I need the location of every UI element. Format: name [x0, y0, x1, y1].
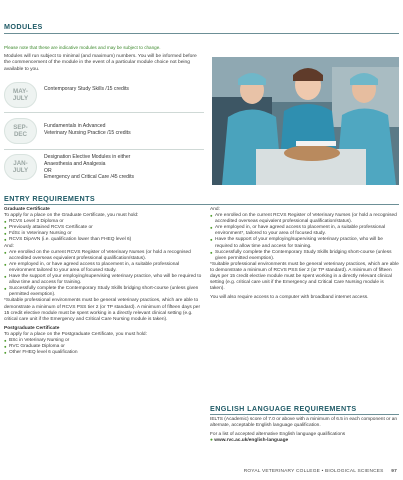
module-text: Designation Elective Modules in either Anaesthesia and Analgesia OR Emergency and Critical Care /45 credits — [44, 154, 135, 181]
broadband-note: You will also require access to a computer with broadband internet access. — [210, 295, 369, 301]
pg-cert-intro: To apply for a place on the Postgraduate Certificate, you must hold: — [4, 331, 147, 337]
modules-intro: Modules will run subject to minimal (and maximum) numbers. You will be informed before the commencement of the module in the event of a particular module choice not being available to you. — [4, 54, 197, 72]
modules-note: Please note that these are indicative modules and may be subject to change. — [4, 45, 161, 50]
language-list-text: For a list of accepted alternative English language qualifications — [210, 432, 346, 438]
arrow-icon: ● — [210, 438, 213, 444]
language-link[interactable]: www.rvc.ac.uk/english-language — [214, 438, 289, 444]
grad-cert-intro: To apply for a place on the Graduate Certificate, you must hold: — [4, 213, 139, 219]
grad-cert-footnote: *Suitable professional environments must be general veterinary practices, which are able to demonstrate a minimum of RCVS PSS tier 2 (or TP standard). A minimum of fifteen days per 15 credit elective module must be spent working in a directly relevant clinical setting (e.g. critical care unit if the Emergency and Critical Care Nursing module is taken). — [4, 298, 201, 322]
module-divider — [4, 112, 204, 113]
entry-left-column — [4, 207, 202, 356]
modules-rule — [4, 33, 399, 34]
list-item: ● Have the support of your employing/supervising veterinary practice, who will be required to allow time and access for training. — [4, 274, 202, 286]
footer-separator: • — [321, 469, 324, 474]
entry-rule — [4, 204, 399, 205]
language-link-row — [210, 438, 399, 444]
students-photo — [212, 57, 399, 185]
language-heading: ENGLISH LANGUAGE REQUIREMENTS — [210, 404, 357, 413]
module-row-jan-july — [4, 154, 204, 184]
list-item: ● RVC Graduate Diploma or — [4, 344, 202, 350]
list-item: ● Are enrolled on the current RCVS Register of Veterinary Nurses (or hold a recognised accredited overseas equivalent professional qualification/status). — [210, 213, 399, 225]
pg-cert-title: Postgraduate Certificate — [4, 325, 60, 331]
module-text: Fundamentals in Advanced Veterinary Nursing Practice /15 credits — [44, 123, 131, 136]
list-item: ● Have the support of your employing/supervising veterinary practice, who will be required to allow time and access for training. — [210, 237, 399, 249]
page-footer — [244, 469, 397, 474]
and-label: And: — [210, 207, 220, 212]
module-badge: JAN- JULY — [4, 154, 37, 180]
module-row-sep-dec — [4, 118, 204, 146]
list-item: ● Are employed in, or have agreed access to placement in, a suitable professional environment tailored to your area of focused study. — [4, 262, 202, 274]
list-item: ● FdSc in Veterinary Nursing or — [4, 231, 202, 237]
language-text: IELTS (Academic) score of 7.0 or above with a minimum of 6.5 in each component or an alternate, acceptable English language qualification. — [210, 417, 398, 429]
list-item: ● Other FHEQ level 6 qualification — [4, 350, 202, 356]
and-label: And: — [4, 243, 14, 249]
module-text: Contemporary Study Skills /15 credits — [44, 86, 129, 92]
list-item: ● RCVS Level 3 Diploma or — [4, 219, 202, 225]
page-number: 97 — [391, 469, 397, 474]
list-item: ● Previously attained RCVS Certificate or — [4, 225, 202, 231]
pg-cert-footnote: *Suitable professional environments must be general veterinary practices, which are able to demonstrate a minimum of RCVS PSS tier 2 (or TP standard). A minimum of fifteen days per 15 credit elective module must be spent working in a directly relevant clinical setting (e.g. critical care unit if the Emergency and Critical Care Nursing module is taken). — [210, 261, 399, 292]
list-item: ● Are employed in, or have agreed access to placement in, a suitable professional environment*, tailored to your area of focused study. — [210, 225, 399, 237]
language-section — [210, 417, 399, 444]
footer-college: ROYAL VETERINARY COLLEGE — [243, 469, 321, 474]
list-item: ● BSc in Veterinary Nursing or — [4, 338, 202, 344]
list-item: ● Successfully complete the Contemporary Study Skills bridging short-course (unless given permitted exemption). — [4, 286, 202, 298]
entry-heading: ENTRY REQUIREMENTS — [4, 194, 96, 203]
module-badge: SEP- DEC — [4, 118, 37, 144]
module-badge: MAY- JULY — [4, 82, 37, 108]
list-item: ● Are enrolled on the current RCVS Register of Veterinary Nurses (or hold a recognised accredited overseas equivalent professional qualification/status). — [4, 250, 202, 262]
footer-dept: BIOLOGICAL SCIENCES — [325, 469, 384, 474]
list-item: ● RCVS DipAVN (i.e. qualification lower than FHEQ level 6) — [4, 237, 202, 243]
list-item: ● Successfully complete the Contemporary Study Skills bridging short-course (unless given permitted exemption). — [210, 250, 399, 262]
module-row-may-july — [4, 82, 204, 110]
grad-cert-title: Graduate Certificate — [4, 207, 50, 212]
language-rule — [210, 414, 399, 415]
modules-heading: MODULES — [4, 22, 43, 31]
entry-right-column — [210, 207, 399, 301]
module-divider — [4, 149, 204, 150]
